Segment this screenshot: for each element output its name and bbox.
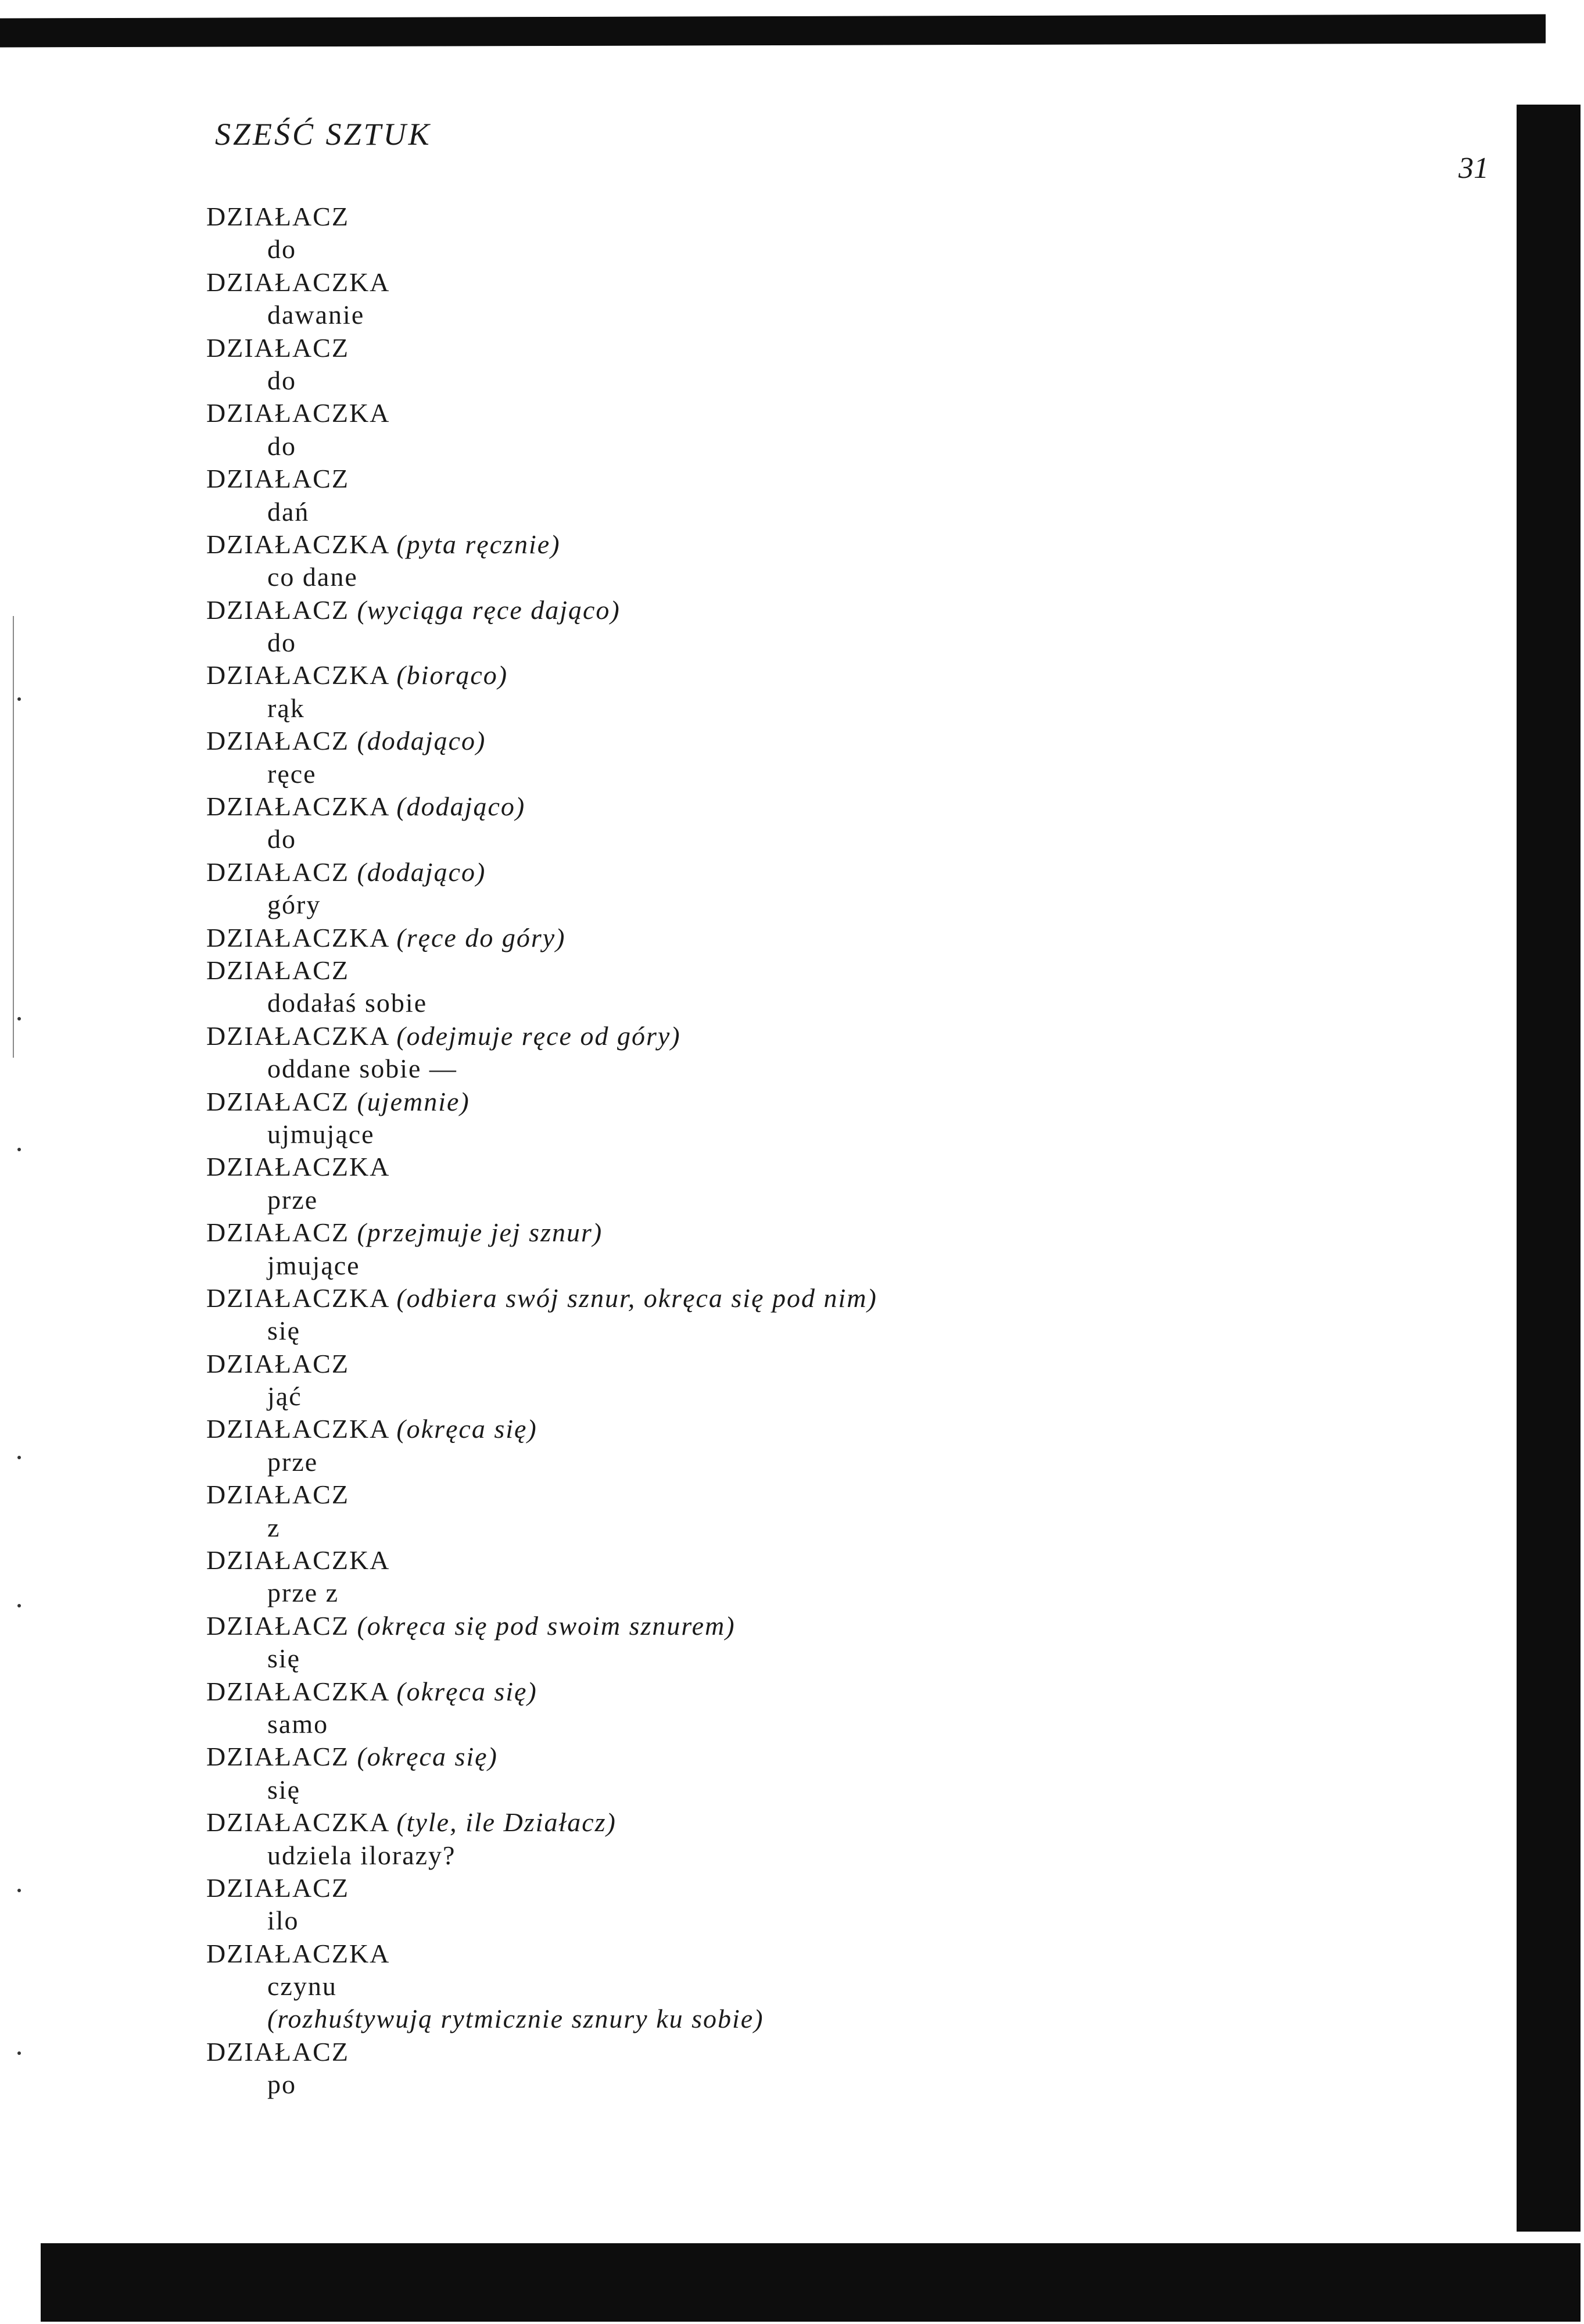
scan-speck bbox=[17, 1604, 21, 1607]
scan-speck bbox=[17, 1148, 21, 1151]
speaker-line bbox=[206, 856, 1485, 889]
stage-direction: (okręca się) bbox=[357, 1742, 498, 1772]
speaker-name: DZIAŁACZ bbox=[206, 955, 349, 985]
speaker-name: DZIAŁACZ bbox=[206, 332, 349, 363]
speaker-line bbox=[206, 1741, 1485, 1773]
speaker-line bbox=[206, 659, 1485, 692]
speaker-line bbox=[206, 1413, 1485, 1445]
stage-direction: (ujemnie) bbox=[357, 1086, 470, 1116]
speaker-name: DZIAŁACZ bbox=[206, 1217, 349, 1248]
dialogue-line: do bbox=[267, 431, 296, 461]
speaker-name: DZIAŁACZKA bbox=[206, 1414, 389, 1444]
speaker-name: DZIAŁACZ bbox=[206, 202, 349, 231]
speaker-name: DZIAŁACZ bbox=[206, 1348, 349, 1378]
stage-direction: (pyta ręcznie) bbox=[396, 529, 561, 559]
running-head: SZEŚĆ SZTUK bbox=[215, 117, 432, 152]
stage-direction: (odejmuje ręce od góry) bbox=[396, 1020, 681, 1051]
speaker-line bbox=[206, 1216, 1485, 1249]
dialogue-line: jmujące bbox=[267, 1250, 360, 1280]
speaker-name: DZIAŁACZKA bbox=[206, 529, 389, 559]
dialogue-line: góry bbox=[267, 890, 321, 920]
dialogue-line: udziela ilorazy? bbox=[267, 1840, 456, 1870]
speaker-name: DZIAŁACZKA bbox=[206, 398, 390, 428]
speaker-line bbox=[206, 790, 1485, 823]
play-script bbox=[206, 200, 1485, 2101]
speaker-name: DZIAŁACZ bbox=[206, 595, 349, 625]
speaker-name: DZIAŁACZ bbox=[206, 726, 349, 756]
speaker-line bbox=[206, 1086, 1485, 1118]
stage-direction-line: (rozhuśtywują rytmicznie sznury ku sobie) bbox=[267, 2004, 764, 2034]
scan-border-right bbox=[1517, 105, 1581, 2232]
speaker-line bbox=[206, 200, 1485, 233]
speaker-line bbox=[206, 2036, 1485, 2068]
stage-direction: (przejmuje jej sznur) bbox=[357, 1217, 603, 1248]
speaker-line bbox=[206, 1020, 1485, 1052]
dialogue-line: rąk bbox=[267, 693, 305, 723]
stage-direction: (okręca się) bbox=[396, 1414, 537, 1444]
dialogue-line: po bbox=[267, 2069, 296, 2100]
scan-speck bbox=[17, 1017, 21, 1020]
speaker-name: DZIAŁACZ bbox=[206, 1086, 349, 1116]
scan-border-top bbox=[0, 15, 1546, 48]
speaker-name: DZIAŁACZKA bbox=[206, 1020, 389, 1051]
speaker-line bbox=[206, 1675, 1485, 1708]
speaker-name: DZIAŁACZ bbox=[206, 1872, 349, 1903]
speaker-line bbox=[206, 1478, 1485, 1511]
dialogue-line: prze bbox=[267, 1446, 318, 1477]
speaker-name: DZIAŁACZKA bbox=[206, 1938, 390, 1968]
speaker-line bbox=[206, 1610, 1485, 1642]
speaker-line bbox=[206, 1872, 1485, 1904]
stage-direction: (dodająco) bbox=[396, 792, 526, 822]
speaker-line bbox=[206, 266, 1485, 299]
scan-speck bbox=[17, 1889, 21, 1892]
dialogue-line: się bbox=[267, 1643, 301, 1674]
dialogue-line: do bbox=[267, 234, 296, 264]
speaker-line bbox=[206, 954, 1485, 987]
speaker-name: DZIAŁACZ bbox=[206, 464, 349, 494]
stage-direction: (dodająco) bbox=[357, 726, 486, 756]
dialogue-line: się bbox=[267, 1774, 301, 1804]
speaker-name: DZIAŁACZ bbox=[206, 1480, 349, 1510]
speaker-name: DZIAŁACZ bbox=[206, 2036, 349, 2067]
speaker-line bbox=[206, 1806, 1485, 1839]
dialogue-line: ręce bbox=[267, 758, 317, 789]
scan-speck bbox=[17, 697, 21, 701]
page-number: 31 bbox=[1458, 152, 1489, 185]
speaker-line bbox=[206, 332, 1485, 364]
speaker-name: DZIAŁACZKA bbox=[206, 1545, 390, 1575]
dialogue-line: jąć bbox=[267, 1381, 302, 1412]
speaker-name: DZIAŁACZKA bbox=[206, 922, 389, 952]
speaker-line bbox=[206, 1544, 1485, 1577]
scan-speck bbox=[17, 2051, 21, 2055]
dialogue-line: się bbox=[267, 1316, 301, 1346]
stage-direction: (ręce do góry) bbox=[396, 922, 566, 952]
dialogue-line: do bbox=[267, 824, 296, 854]
dialogue-line: z bbox=[267, 1512, 281, 1542]
dialogue-line: dań bbox=[267, 496, 310, 527]
dialogue-line: ilo bbox=[267, 1906, 299, 1936]
speaker-line bbox=[206, 594, 1485, 626]
speaker-line bbox=[206, 922, 1485, 954]
dialogue-line: ujmujące bbox=[267, 1119, 375, 1149]
stage-direction: (okręca się) bbox=[396, 1676, 537, 1706]
scan-margin-line bbox=[13, 616, 14, 1058]
dialogue-line: czynu bbox=[267, 1971, 337, 2001]
speaker-name: DZIAŁACZKA bbox=[206, 1676, 389, 1706]
stage-direction: (odbiera swój sznur, okręca się pod nim) bbox=[396, 1283, 877, 1313]
dialogue-line: co dane bbox=[267, 562, 358, 592]
speaker-line bbox=[206, 1938, 1485, 1970]
speaker-name: DZIAŁACZKA bbox=[206, 1152, 390, 1182]
scan-speck bbox=[17, 1456, 21, 1459]
dialogue-line: prze z bbox=[267, 1578, 339, 1608]
speaker-line bbox=[206, 725, 1485, 757]
stage-direction: (okręca się pod swoim sznurem) bbox=[357, 1610, 736, 1641]
speaker-line bbox=[206, 1282, 1485, 1315]
speaker-name: DZIAŁACZ bbox=[206, 857, 349, 887]
stage-direction: (biorąco) bbox=[396, 660, 508, 690]
dialogue-line: do bbox=[267, 628, 296, 658]
speaker-name: DZIAŁACZKA bbox=[206, 660, 389, 690]
speaker-name: DZIAŁACZ bbox=[206, 1610, 349, 1641]
speaker-name: DZIAŁACZKA bbox=[206, 792, 389, 822]
dialogue-line: do bbox=[267, 365, 296, 395]
speaker-line bbox=[206, 463, 1485, 495]
speaker-name: DZIAŁACZKA bbox=[206, 267, 390, 297]
dialogue-line: oddane sobie — bbox=[267, 1054, 457, 1084]
speaker-line bbox=[206, 528, 1485, 561]
dialogue-line: dawanie bbox=[267, 300, 365, 330]
stage-direction: (dodająco) bbox=[357, 857, 486, 887]
stage-direction: (wyciąga ręce dająco) bbox=[357, 595, 621, 625]
dialogue-line: prze bbox=[267, 1184, 318, 1215]
speaker-name: DZIAŁACZKA bbox=[206, 1807, 389, 1838]
stage-direction: (tyle, ile Działacz) bbox=[396, 1807, 617, 1838]
speaker-name: DZIAŁACZKA bbox=[206, 1283, 389, 1313]
speaker-line bbox=[206, 1151, 1485, 1183]
dialogue-line: samo bbox=[267, 1709, 329, 1739]
dialogue-line: dodałaś sobie bbox=[267, 988, 428, 1018]
speaker-line bbox=[206, 1348, 1485, 1380]
speaker-line bbox=[206, 397, 1485, 429]
speaker-name: DZIAŁACZ bbox=[206, 1742, 349, 1772]
scan-border-bottom bbox=[41, 2243, 1581, 2322]
